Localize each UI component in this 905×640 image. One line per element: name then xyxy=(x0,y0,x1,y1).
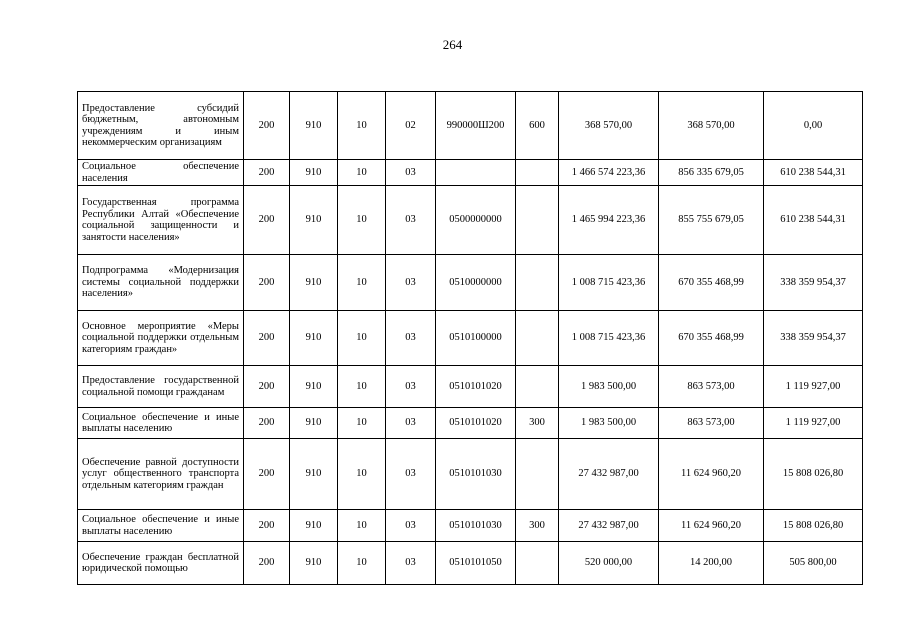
cell-rz: 10 xyxy=(338,366,386,408)
table-row xyxy=(78,366,863,408)
cell-vr xyxy=(516,366,559,408)
table-row xyxy=(78,186,863,255)
cell-glav: 200 xyxy=(244,408,290,439)
cell-rz: 10 xyxy=(338,186,386,255)
cell-sum2: 863 573,00 xyxy=(659,366,764,408)
cell-glav: 200 xyxy=(244,366,290,408)
row-name: Социальное обеспечение населения xyxy=(78,160,244,186)
cell-sum2: 863 573,00 xyxy=(659,408,764,439)
cell-rzpr: 910 xyxy=(290,439,338,510)
cell-csr: 0510101020 xyxy=(436,366,516,408)
table-row xyxy=(78,160,863,186)
row-name: Основное мероприятие «Меры социальной поддержки отдельным категориям граждан» xyxy=(78,311,244,366)
cell-csr: 0510101030 xyxy=(436,439,516,510)
cell-sum2: 670 355 468,99 xyxy=(659,255,764,311)
cell-sum3: 1 119 927,00 xyxy=(764,408,863,439)
cell-rz: 10 xyxy=(338,439,386,510)
cell-pr: 03 xyxy=(386,510,436,542)
cell-sum1: 520 000,00 xyxy=(559,542,659,585)
cell-rzpr: 910 xyxy=(290,186,338,255)
cell-glav: 200 xyxy=(244,311,290,366)
cell-pr: 03 xyxy=(386,408,436,439)
cell-sum2: 11 624 960,20 xyxy=(659,439,764,510)
cell-sum2: 368 570,00 xyxy=(659,92,764,160)
cell-vr xyxy=(516,186,559,255)
row-name: Предоставление субсидий бюджетным, автономным учреждениям и иным некоммерческим организациям xyxy=(78,92,244,160)
cell-sum2: 670 355 468,99 xyxy=(659,311,764,366)
cell-sum1: 27 432 987,00 xyxy=(559,510,659,542)
table-row xyxy=(78,311,863,366)
table-row xyxy=(78,439,863,510)
cell-pr: 02 xyxy=(386,92,436,160)
cell-vr: 300 xyxy=(516,510,559,542)
budget-table xyxy=(77,91,863,585)
cell-rzpr: 910 xyxy=(290,366,338,408)
cell-vr: 300 xyxy=(516,408,559,439)
cell-pr: 03 xyxy=(386,311,436,366)
cell-vr xyxy=(516,542,559,585)
cell-csr: 0510101030 xyxy=(436,510,516,542)
row-name: Социальное обеспечение и иные выплаты населению xyxy=(78,510,244,542)
row-name: Обеспечение граждан бесплатной юридической помощью xyxy=(78,542,244,585)
cell-sum3: 610 238 544,31 xyxy=(764,186,863,255)
cell-csr: 0500000000 xyxy=(436,186,516,255)
cell-glav: 200 xyxy=(244,439,290,510)
cell-sum2: 856 335 679,05 xyxy=(659,160,764,186)
cell-pr: 03 xyxy=(386,160,436,186)
cell-pr: 03 xyxy=(386,186,436,255)
cell-sum1: 1 008 715 423,36 xyxy=(559,255,659,311)
cell-glav: 200 xyxy=(244,510,290,542)
cell-rzpr: 910 xyxy=(290,311,338,366)
row-name: Подпрограмма «Модернизация системы социальной поддержки населения» xyxy=(78,255,244,311)
cell-pr: 03 xyxy=(386,366,436,408)
cell-rzpr: 910 xyxy=(290,255,338,311)
cell-sum3: 1 119 927,00 xyxy=(764,366,863,408)
cell-sum3: 0,00 xyxy=(764,92,863,160)
cell-glav: 200 xyxy=(244,542,290,585)
cell-vr: 600 xyxy=(516,92,559,160)
row-name: Предоставление государственной социальной помощи гражданам xyxy=(78,366,244,408)
cell-pr: 03 xyxy=(386,439,436,510)
cell-pr: 03 xyxy=(386,255,436,311)
cell-sum1: 368 570,00 xyxy=(559,92,659,160)
cell-rzpr: 910 xyxy=(290,510,338,542)
cell-csr xyxy=(436,160,516,186)
cell-csr: 0510101050 xyxy=(436,542,516,585)
cell-rz: 10 xyxy=(338,510,386,542)
cell-sum3: 338 359 954,37 xyxy=(764,255,863,311)
cell-rzpr: 910 xyxy=(290,408,338,439)
cell-sum3: 610 238 544,31 xyxy=(764,160,863,186)
cell-sum2: 11 624 960,20 xyxy=(659,510,764,542)
row-name: Социальное обеспечение и иные выплаты населению xyxy=(78,408,244,439)
cell-vr xyxy=(516,160,559,186)
table-row xyxy=(78,510,863,542)
cell-rzpr: 910 xyxy=(290,160,338,186)
cell-sum3: 338 359 954,37 xyxy=(764,311,863,366)
row-name: Государственная программа Республики Алтай «Обеспечение социальной защищенности и занятости населения» xyxy=(78,186,244,255)
cell-sum2: 855 755 679,05 xyxy=(659,186,764,255)
cell-glav: 200 xyxy=(244,186,290,255)
table-row xyxy=(78,255,863,311)
row-name: Обеспечение равной доступности услуг общественного транспорта отдельным категориям граждан xyxy=(78,439,244,510)
page-number: 264 xyxy=(442,37,463,52)
cell-vr xyxy=(516,311,559,366)
cell-glav: 200 xyxy=(244,160,290,186)
cell-rz: 10 xyxy=(338,542,386,585)
cell-rz: 10 xyxy=(338,255,386,311)
cell-sum1: 1 983 500,00 xyxy=(559,408,659,439)
cell-rz: 10 xyxy=(338,311,386,366)
cell-sum3: 15 808 026,80 xyxy=(764,510,863,542)
cell-rzpr: 910 xyxy=(290,542,338,585)
cell-sum1: 1 465 994 223,36 xyxy=(559,186,659,255)
cell-sum1: 1 008 715 423,36 xyxy=(559,311,659,366)
table-row xyxy=(78,92,863,160)
cell-rz: 10 xyxy=(338,408,386,439)
cell-csr: 0510000000 xyxy=(436,255,516,311)
cell-sum1: 1 983 500,00 xyxy=(559,366,659,408)
cell-vr xyxy=(516,255,559,311)
cell-csr: 990000Ш200 xyxy=(436,92,516,160)
cell-rzpr: 910 xyxy=(290,92,338,160)
cell-rz: 10 xyxy=(338,92,386,160)
cell-sum1: 27 432 987,00 xyxy=(559,439,659,510)
cell-sum2: 14 200,00 xyxy=(659,542,764,585)
cell-glav: 200 xyxy=(244,255,290,311)
cell-sum3: 15 808 026,80 xyxy=(764,439,863,510)
cell-sum3: 505 800,00 xyxy=(764,542,863,585)
cell-csr: 0510100000 xyxy=(436,311,516,366)
cell-glav: 200 xyxy=(244,92,290,160)
cell-pr: 03 xyxy=(386,542,436,585)
cell-sum1: 1 466 574 223,36 xyxy=(559,160,659,186)
cell-vr xyxy=(516,439,559,510)
table-row xyxy=(78,408,863,439)
cell-rz: 10 xyxy=(338,160,386,186)
cell-csr: 0510101020 xyxy=(436,408,516,439)
table-row xyxy=(78,542,863,585)
